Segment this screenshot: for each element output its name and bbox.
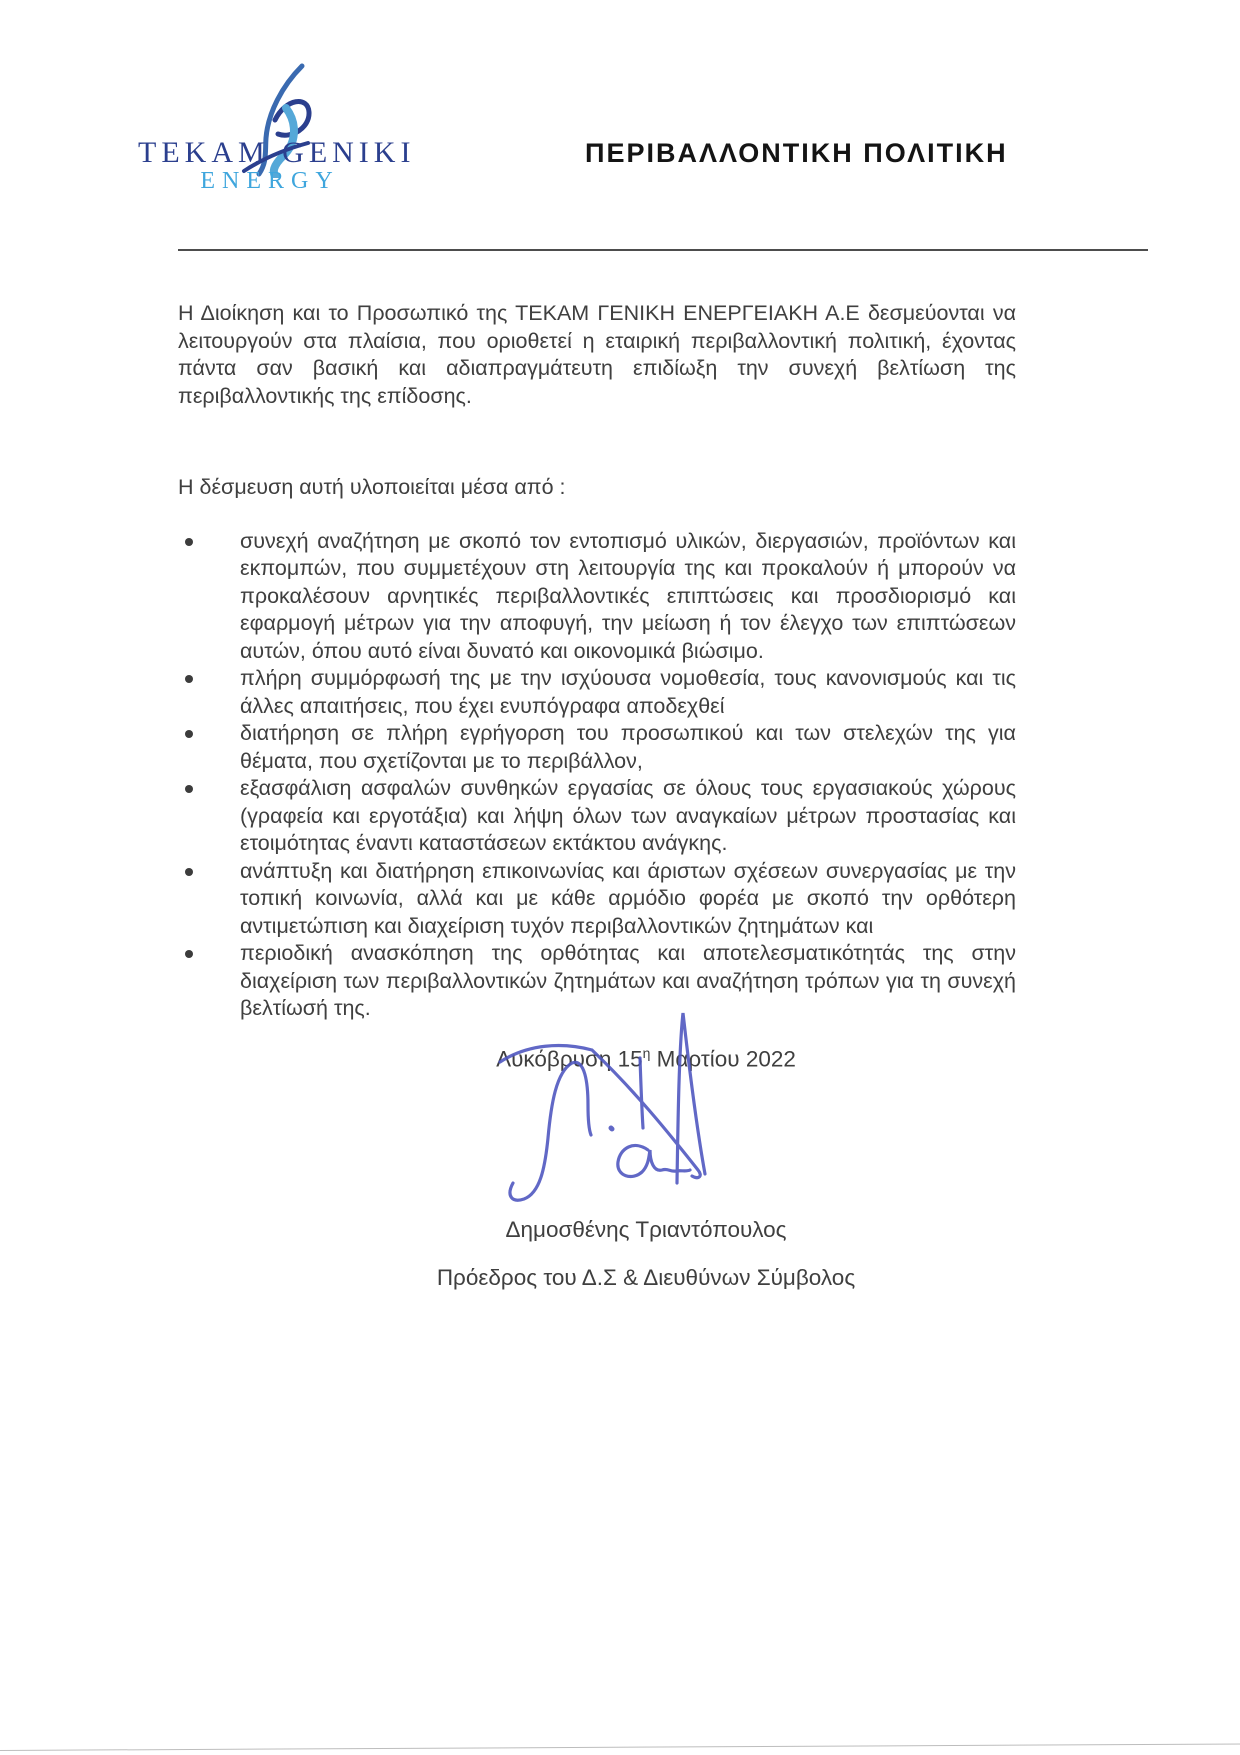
header-divider (178, 249, 1148, 251)
commitment-lead: Η δέσμευση αυτή υλοποιείται μέσα από : (178, 475, 566, 499)
date-place: Λυκόβρυση 15 (496, 1046, 643, 1072)
policy-bullet-item: περιοδική ανασκόπηση της ορθότητας και αποτελεσματικότητάς της στην διαχείριση των περιβαλλοντικών ζητημάτων και αναζήτηση τρόπων για τη συνεχή βελτίωσή της. (178, 940, 1016, 1023)
date-ordinal: η (642, 1045, 651, 1061)
policy-bullet-item: διατήρηση σε πλήρη εγρήγορση του προσωπικού και των στελεχών της για θέματα, που σχετίζονται με το περιβάλλον, (178, 720, 1016, 775)
policy-bullet-item: πλήρη συμμόρφωσή της με την ισχύουσα νομοθεσία, τους κανονισμούς και τις άλλες απαιτήσεις, που έχει ενυπόγραφα αποδεχθεί (178, 665, 1016, 720)
page-bottom-scan-edge (0, 1743, 1240, 1751)
policy-bullet-item: συνεχή αναζήτηση με σκοπό τον εντοπισμό υλικών, διεργασιών, προϊόντων και εκπομπών, που συμμετέχουν στη λειτουργία της και προκαλούν ή μπορούν να προκαλέσουν αρνητικές περιβαλλοντικές επιπτώσεις και προσδιορισμό και εφαρμογή μέτρων για την αποφυγή, την μείωση ή τον έλεγχο των επιπτώσεων αυτών, όπου αυτό είναι δυνατό και οικονομικά βιώσιμο. (178, 528, 1016, 666)
logo-text-energy: ENERGY (200, 168, 340, 194)
policy-bullet-item: ανάπτυξη και διατήρηση επικοινωνίας και άριστων σχέσεων συνεργασίας με την τοπική κοινωνία, αλλά και με κάθε αρμόδιο φορέα με σκοπό την ορθότερη αντιμετώπιση και διαχείριση τυχόν περιβαλλοντικών ζητημάτων και (178, 858, 1016, 941)
page-title: ΠΕΡΙΒΑΛΛΟΝΤΙΚΗ ΠΟΛΙΤΙΚΗ (585, 138, 1008, 168)
policy-bullet-item: εξασφάλιση ασφαλών συνθηκών εργασίας σε όλους τους εργασιακούς χώρους (γραφεία και εργοτάξια) και λήψη όλων των αναγκαίων μέτρων προστασίας και ετοιμότητας έναντι καταστάσεων εκτάκτου ανάγκης. (178, 775, 1016, 858)
signer-name: Δημοσθένης Τριαντόπουλος (505, 1216, 787, 1242)
handwritten-signature (460, 990, 720, 1215)
intro-paragraph: Η Διοίκηση και το Προσωπικό της ΤΕΚΑΜ ΓΕΝΙΚΗ ΕΝΕΡΓΕΙΑΚΗ Α.Ε δεσμεύονται να λειτουργούν στα πλαίσια, που οριοθετεί η εταιρική περιβαλλοντική πολιτική, έχοντας πάντα σαν βασική και αδιαπραγμάτευτη επιδίωξη την συνεχή βελτίωση της περιβαλλοντικής της επίδοσης. (178, 301, 1016, 408)
signer-title: Πρόεδρος του Δ.Σ & Διευθύνων Σύμβολος (436, 1264, 856, 1290)
company-logo (120, 58, 420, 208)
policy-bullet-list (178, 528, 1016, 1023)
logo-text-primary: TEKAM GENIKI (138, 136, 416, 169)
policy-body (178, 300, 1016, 1023)
date-rest: Μαρτίου 2022 (650, 1046, 796, 1072)
